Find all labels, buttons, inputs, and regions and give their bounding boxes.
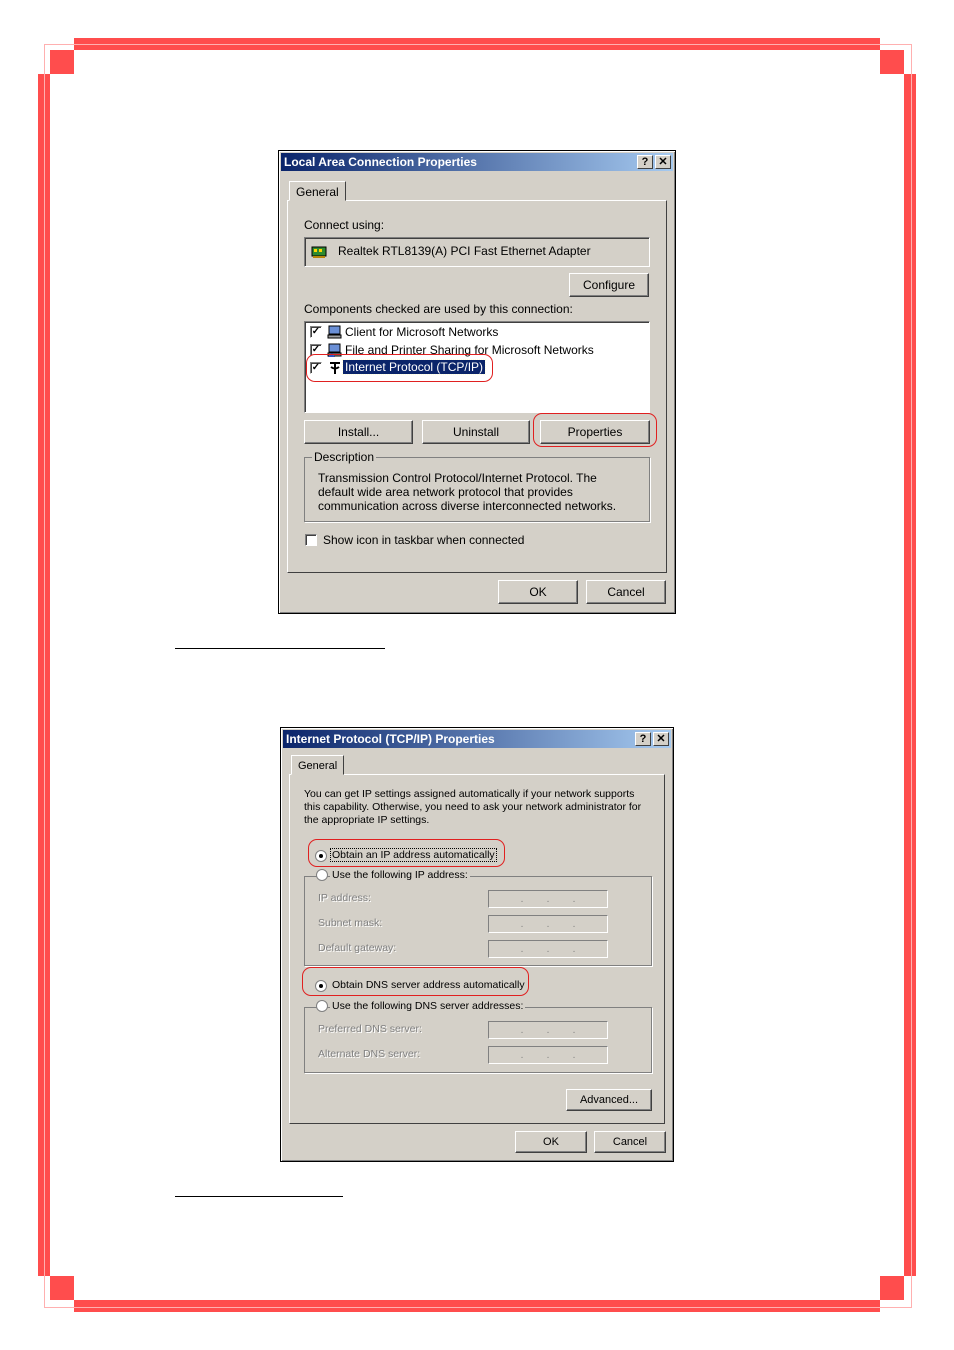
use-dns-radio[interactable] [316, 1000, 328, 1012]
use-ip-radio[interactable] [316, 869, 328, 881]
show-icon-checkbox[interactable] [305, 534, 317, 546]
adapter-name: Realtek RTL8139(A) PCI Fast Ethernet Adapter [338, 244, 591, 258]
component-checkbox[interactable]: ✓ [311, 344, 321, 355]
component-label: File and Printer Sharing for Microsoft Networks [345, 343, 594, 357]
caption-underline-2 [175, 1196, 343, 1197]
highlight-tcpip-item [306, 354, 493, 382]
advanced-button[interactable]: Advanced... [566, 1089, 652, 1111]
default-gateway-label: Default gateway: [318, 942, 397, 954]
dialog1-titlebar [281, 153, 673, 171]
alternate-dns-field[interactable]: . . . [488, 1046, 608, 1064]
adapter-field [304, 237, 650, 267]
description-text: Transmission Control Protocol/Internet Protocol. The default wide area network protocol that provides communication across diverse interconnected networks. [318, 471, 617, 513]
subnet-mask-field[interactable]: . . . [488, 915, 608, 933]
configure-button[interactable]: Configure [569, 273, 649, 297]
tcpip-properties-dialog [280, 727, 674, 1162]
tab-general[interactable]: General [291, 755, 344, 775]
description-title: Description [314, 450, 375, 464]
subnet-mask-label: Subnet mask: [318, 917, 383, 929]
ip-address-field[interactable]: . . . [488, 890, 608, 908]
close-button[interactable]: ✕ [653, 732, 669, 746]
use-ip-label: Use the following IP address: [332, 869, 468, 881]
network-client-icon [327, 325, 343, 340]
component-checkbox[interactable]: ✓ [311, 326, 321, 337]
uninstall-button[interactable]: Uninstall [422, 420, 530, 444]
help-button[interactable]: ? [637, 155, 653, 169]
component-label-selected: Internet Protocol (TCP/IP) [345, 360, 484, 374]
cancel-button[interactable]: Cancel [594, 1131, 666, 1153]
local-area-connection-dialog [278, 150, 676, 614]
tab-general[interactable]: General [289, 181, 346, 201]
preferred-dns-field[interactable]: . . . [488, 1021, 608, 1039]
obtain-ip-label: Obtain an IP address automatically [332, 849, 495, 861]
cancel-button[interactable]: Cancel [586, 580, 666, 604]
properties-button[interactable]: Properties [540, 420, 650, 444]
network-adapter-icon [311, 245, 329, 259]
dialog2-titlebar [283, 730, 671, 748]
show-icon-label: Show icon in taskbar when connected [323, 533, 525, 547]
preferred-dns-label: Preferred DNS server: [318, 1023, 422, 1035]
component-label: Client for Microsoft Networks [345, 325, 499, 339]
use-dns-label: Use the following DNS server addresses: [332, 1000, 524, 1012]
dialog2-tab-panel [289, 774, 665, 1124]
connect-using-label: Connect using: [304, 218, 385, 232]
close-button[interactable]: ✕ [655, 155, 671, 169]
intro-text: You can get IP settings assigned automatically if your network supports this capability. Otherwise, you need to ask your network administrator for the appropriate IP settings. [304, 788, 642, 826]
ip-address-label: IP address: [318, 892, 371, 904]
components-label: Components checked are used by this connection: [304, 302, 573, 316]
dialog1-tab-panel [287, 200, 667, 573]
dialog1-title: Local Area Connection Properties [284, 155, 477, 169]
alternate-dns-label: Alternate DNS server: [318, 1048, 421, 1060]
help-button[interactable]: ? [635, 732, 651, 746]
highlight-obtain-dns [302, 967, 529, 996]
highlight-obtain-ip [308, 839, 505, 867]
ok-button[interactable]: OK [498, 580, 578, 604]
install-button[interactable]: Install... [304, 420, 413, 444]
ok-button[interactable]: OK [515, 1131, 587, 1153]
highlight-properties-button [533, 413, 657, 447]
obtain-dns-label: Obtain DNS server address automatically [332, 979, 525, 991]
default-gateway-field[interactable]: . . . [488, 940, 608, 958]
caption-underline-1 [175, 648, 385, 649]
component-checkbox[interactable]: ✓ [311, 362, 321, 373]
dialog2-title: Internet Protocol (TCP/IP) Properties [286, 732, 495, 746]
